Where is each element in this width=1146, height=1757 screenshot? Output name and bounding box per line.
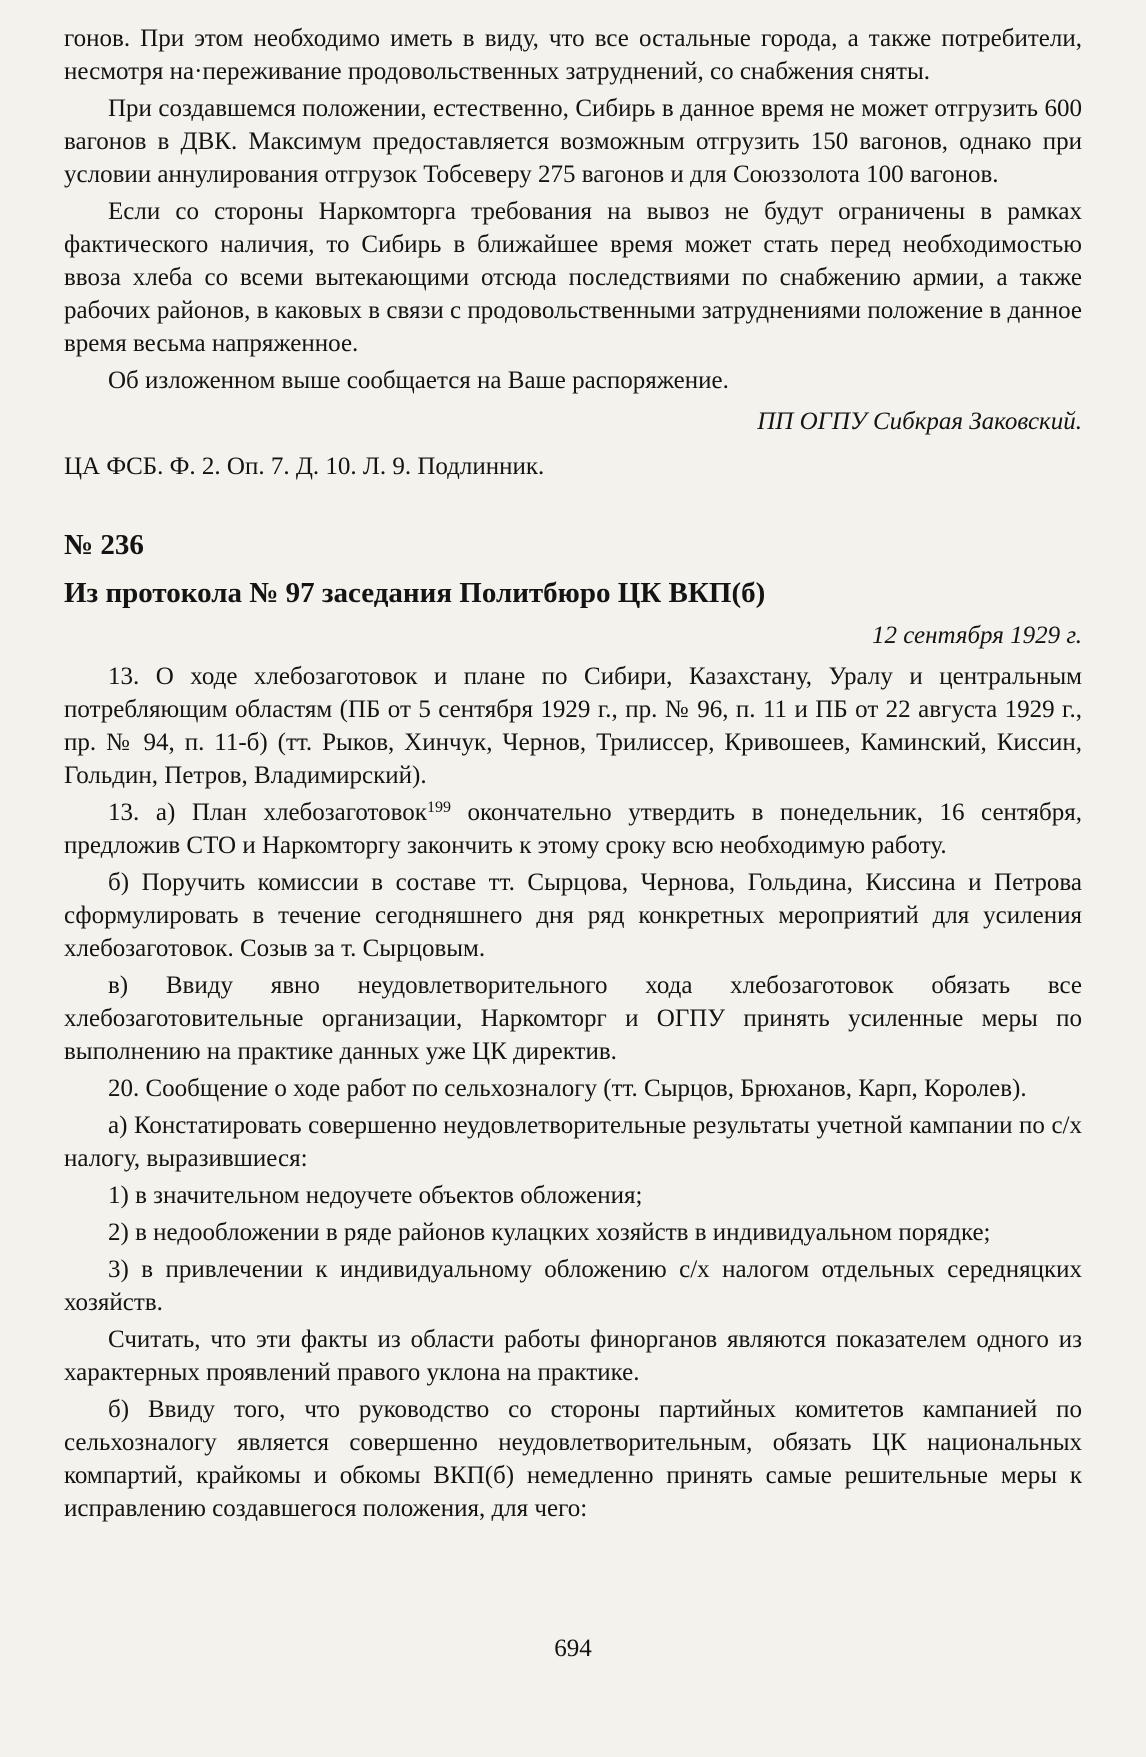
signature: ПП ОГПУ Сибкрая Заковский.: [757, 408, 1082, 435]
item-20a-2: 2) в недообложении в ряде районов кулацких хозяйств в индивидуальном порядке;: [108, 1219, 991, 1246]
item-13a-start: 13. а) План хлебозаготовок: [108, 799, 427, 826]
item-20b: б) Ввиду того, что руководство со стороны партийных комитетов кампанией по сельхозналогу является совершенно неудовлетворительным, обязать ЦК национальных компартий, крайкомы и обкомы ВКП(б) немедленно принять самые решительные меры к исправлению создавшегося положения, для чего:: [64, 1396, 1082, 1522]
item-20a-1: 1) в значительном недоучете объектов обложения;: [108, 1182, 643, 1209]
item-13a-rest: окончательно утвердить в понедельник, 16 сентября, предложив СТО и Наркомторгу закончить к этому сроку всю необходимую работу.: [64, 799, 1082, 859]
item-13b: б) Поручить комиссии в составе тт. Сырцова, Чернова, Гольдина, Киссина и Петрова сформулировать в течение сегодняшнего дня ряд конкретных мероприятий для усиления хлебозаготовок. Созыв за т. Сырцовым.: [64, 869, 1082, 962]
document-title: Из протокола № 97 заседания Политбюро ЦК ВКП(б): [64, 577, 766, 609]
paragraph-report-note: Об изложенном выше сообщается на Ваше распоряжение.: [108, 367, 729, 394]
page-number: 694: [554, 1635, 592, 1662]
item-20-intro: 20. Сообщение о ходе работ по сельхозналогу (тт. Сырцов, Брюханов, Карп, Королев).: [108, 1075, 1027, 1102]
paragraph-continuation: гонов. При этом необходимо иметь в виду, что все остальные города, а также потребители, несмотря на·переживание продовольственных затруднений, со снабжения сняты.: [64, 25, 1082, 85]
item-13a: [64, 796, 1082, 862]
item-13-intro: 13. О ходе хлебозаготовок и плане по Сибири, Казахстану, Уралу и центральным потребляющим областям (ПБ от 5 сентября 1929 г., пр. № 96, п. 11 и ПБ от 22 августа 1929 г., пр. № 94, п. 11-б) (тт. Рыков, Хинчук, Чернов, Трилиссер, Кривошеев, Каминский, Киссин, Гольдин, Петров, Владимирский).: [64, 663, 1082, 789]
paragraph-narkomtorg-requirements: Если со стороны Наркомторга требования на вывоз не будут ограничены в рамках фактического наличия, то Сибирь в ближайшее время может стать перед необходимостью ввоза хлеба со всеми вытекающими отсюда последствиями по снабжению армии, а также рабочих районов, в каковых в связи с продовольственными затруднениями положение в данное время весьма напряженное.: [64, 198, 1082, 357]
item-13v: в) Ввиду явно неудовлетворительного хода хлебозаготовок обязать все хлебозаготовительные организации, Наркомторг и ОГПУ принять усиленные меры по выполнению на практике данных уже ЦК директив.: [64, 972, 1082, 1065]
document-number: № 236: [64, 529, 144, 561]
footnote-reference: 199: [426, 799, 451, 816]
paragraph-siberia-shipment: При создавшемся положении, естественно, Сибирь в данное время не может отгрузить 600 вагонов в ДВК. Максимум предоставляется возможным отгрузить 150 вагонов, однако при условии аннулирования отгрузок Тобсеверу 275 вагонов и для Союззолота 100 вагонов.: [64, 95, 1082, 188]
item-20a: а) Констатировать совершенно неудовлетворительные результаты учетной кампании по с/х налогу, выразившиеся:: [64, 1112, 1082, 1172]
archive-reference: ЦА ФСБ. Ф. 2. Оп. 7. Д. 10. Л. 9. Подлинник.: [64, 453, 545, 480]
item-20a-3: 3) в привлечении к индивидуальному обложению с/х налогом отдельных середняцких хозяйств.: [64, 1256, 1082, 1316]
document-date: 12 сентября 1929 г.: [871, 622, 1082, 649]
item-20-conclusion: Считать, что эти факты из области работы финорганов являются показателем одного из характерных проявлений правого уклона на практике.: [64, 1326, 1082, 1386]
